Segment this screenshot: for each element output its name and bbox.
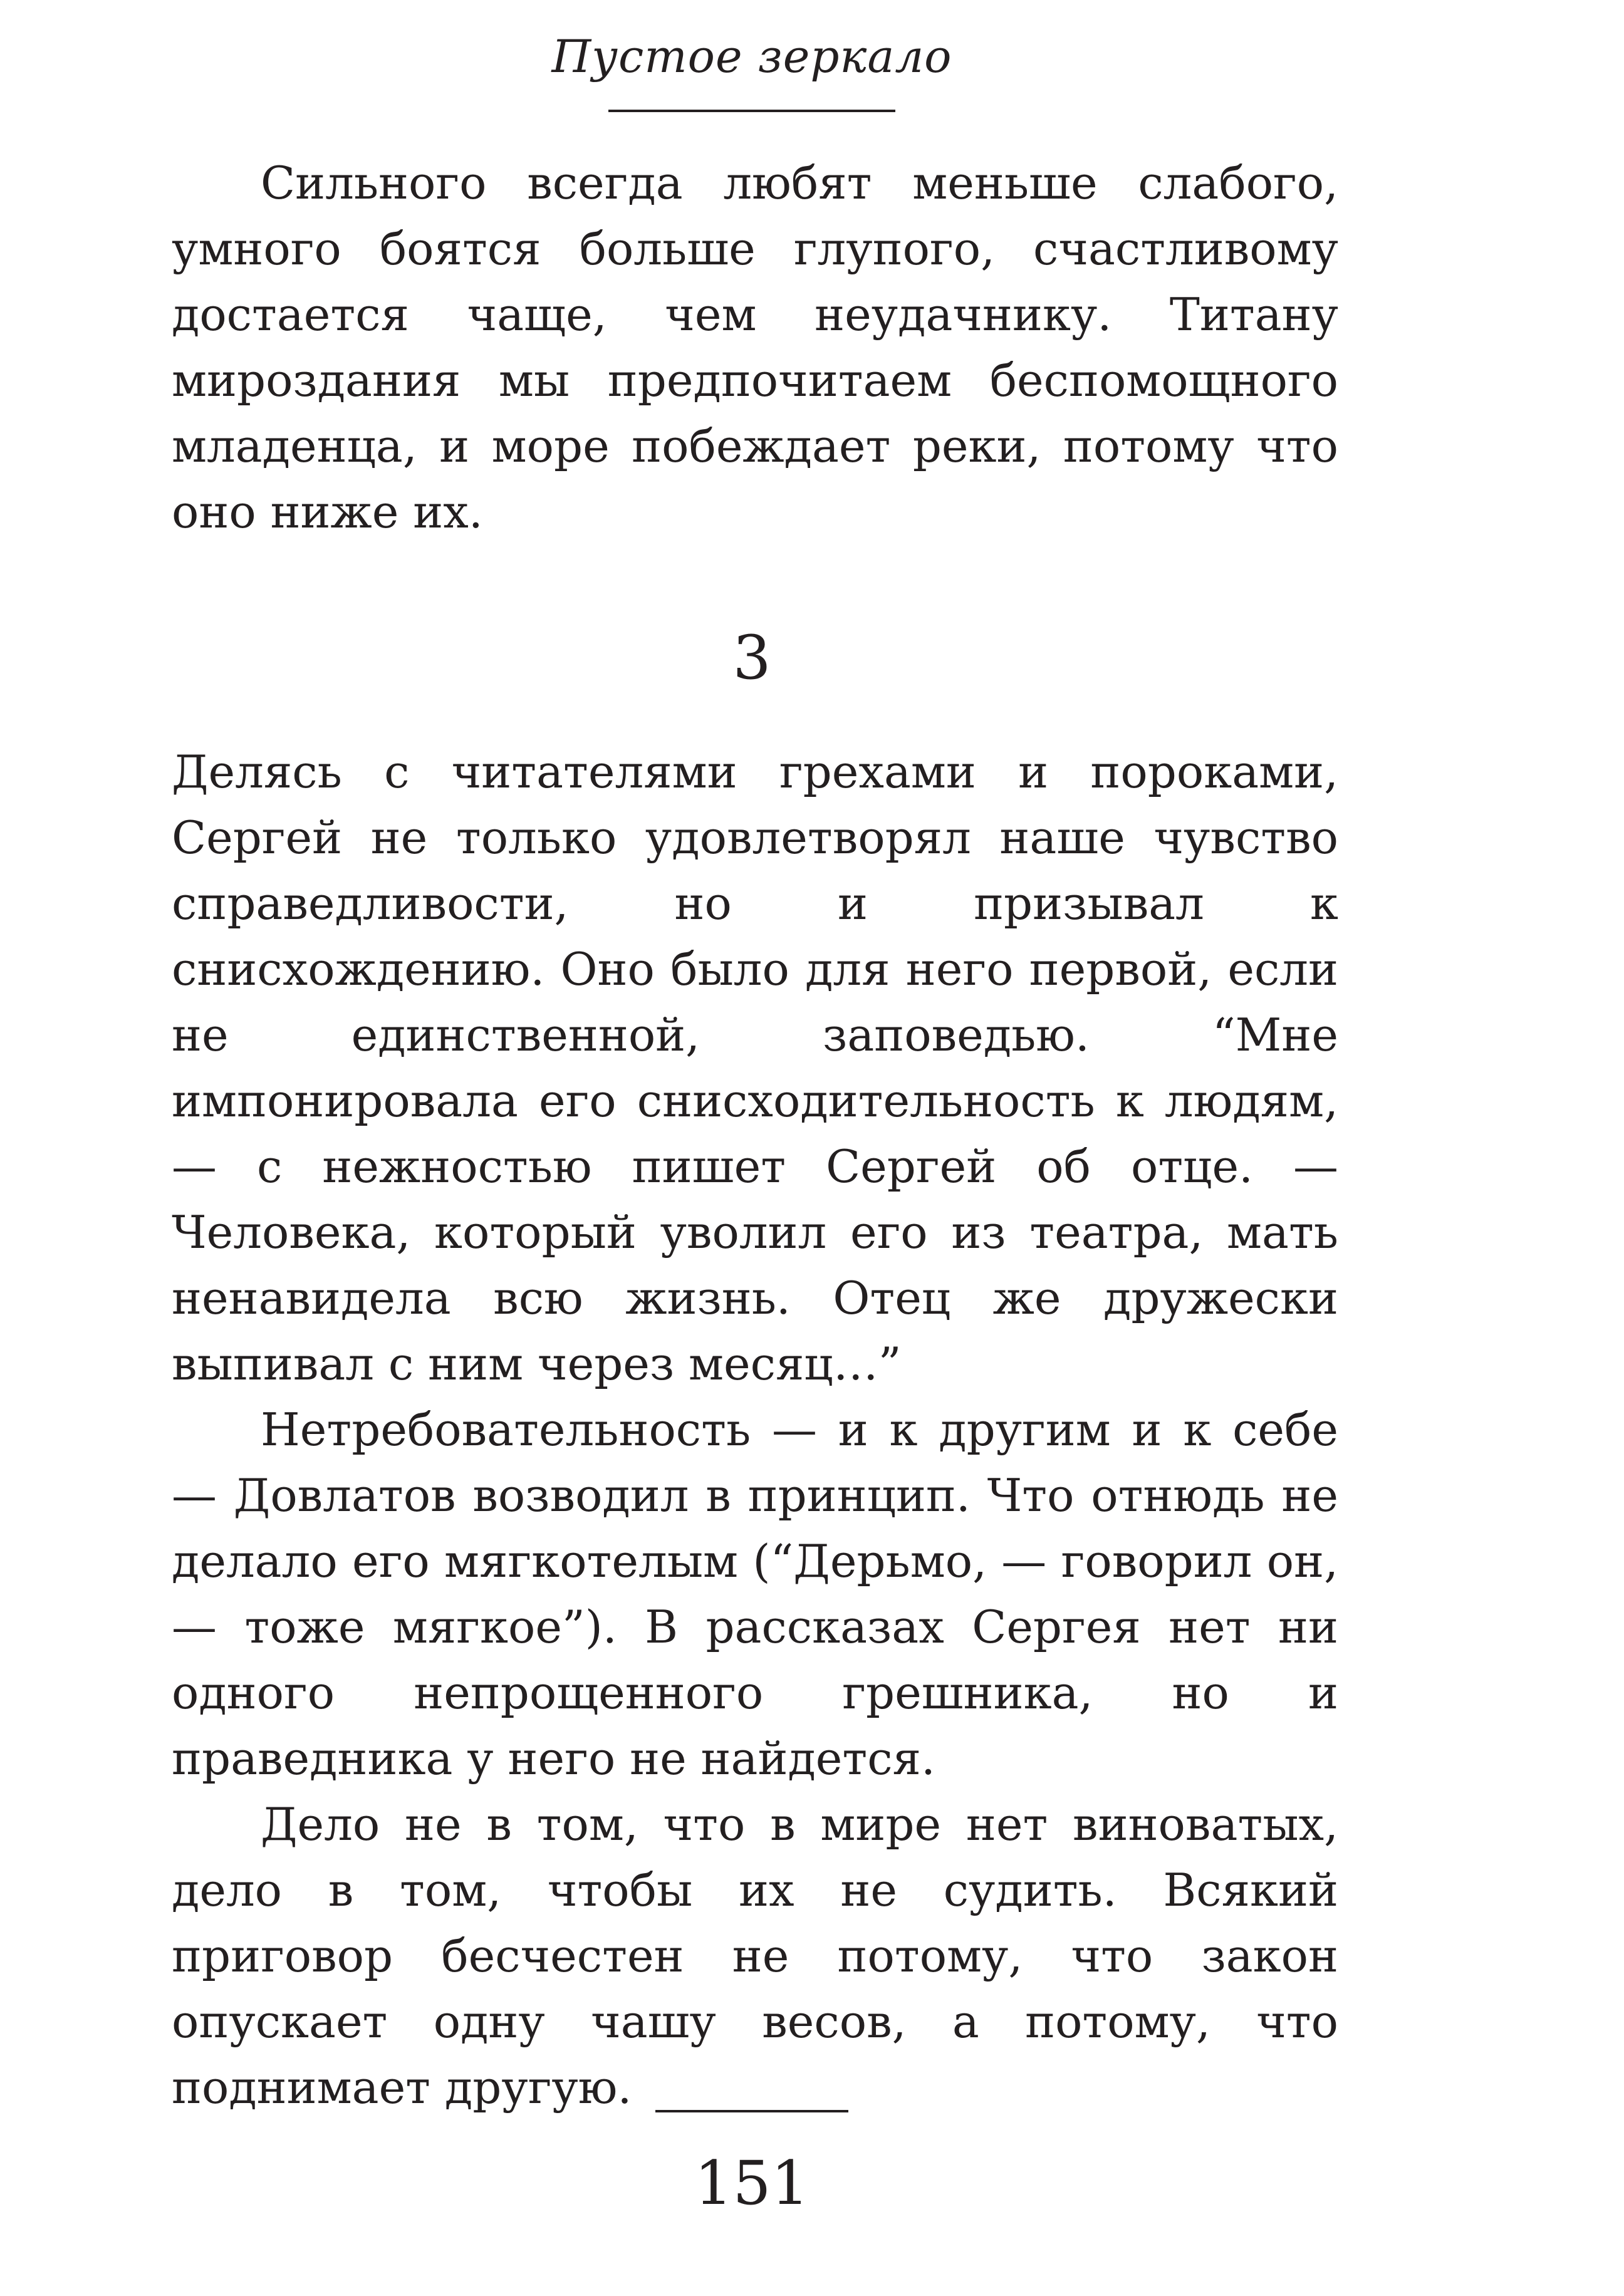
section-paragraph-3: Дело не в том, что в мире нет виноватых, дело в том, чтобы их не судить. Всякий приговор бесчестен не потому, что закон опускает одну чашу весов, а потому, что поднимает другую. [172, 1798, 1338, 2114]
top-paragraph: Сильного всегда любят меньше слабого, умного боятся больше глупого, счастливому достается чаще, чем неудачнику. Титану мироздания мы предпочитаем беспомощного младенца, и море побеждает реки, потому что оно ниже их. [172, 157, 1338, 538]
section-paragraph-1: Делясь с читателями грехами и пороками, Сергей не только удовлетворял наше чувство справедливости, но и призывал к снисхождению. Оно было для него первой, если не единственной, заповедью. “Мне импонировала его снисходительность к людям, — с нежностью пишет Сергей об отце. — Человека, который уволил его из театра, мать ненавидела всю жизнь. Отец же дружески выпивал с ним через месяц…” [172, 745, 1338, 1390]
top-text-block [172, 150, 1338, 545]
page-number: 151 [694, 2148, 809, 2218]
running-head-rule [608, 110, 895, 112]
section-text-block [172, 739, 1338, 2121]
folio-rule [655, 2110, 848, 2112]
section-paragraph-2: Нетребовательность — и к другим и к себе — Довлатов возводил в принцип. Что отнюдь не делало его мягкотелым (“Дерьмо, — говорил он, — тоже мягкое”). В рассказах Сергея нет ни одного непрощенного грешника, но и праведника у него не найдется. [172, 1403, 1338, 1785]
section-number: 3 [732, 623, 771, 693]
running-head: Пустое зеркало [551, 30, 952, 83]
